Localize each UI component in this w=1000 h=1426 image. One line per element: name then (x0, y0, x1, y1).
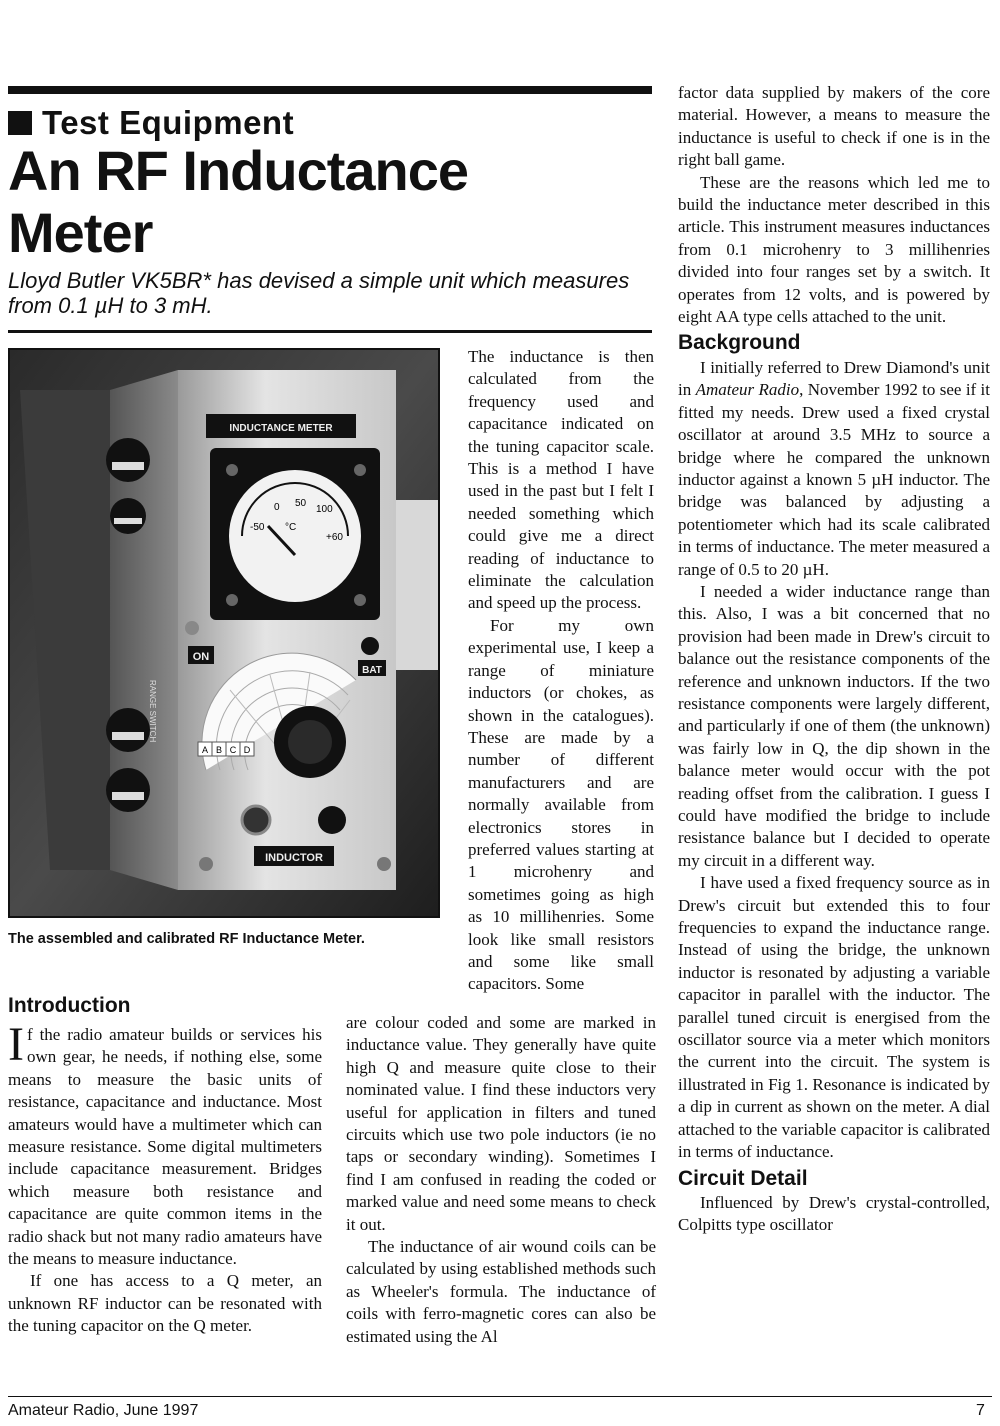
range-letter-c: C (229, 745, 237, 755)
meter (210, 448, 380, 620)
page-number: 7 (976, 1402, 985, 1419)
intro-paragraph-2: If one has access to a Q meter, an unknown RF inductor can be resonated with the tuning capacitor on the Q meter. (8, 1271, 322, 1336)
range-switch-label: RANGE SWITCH (148, 680, 157, 743)
range-letter-b: B (215, 745, 223, 755)
col3-paragraph-5: I have used a fixed frequency source as in Drew's circuit but extended this to four frequencies to expand the inductance range. Instead of using the bridge, the unknown inductor is resonated by adjusting a variable capacitor in parallel with the inductor. The parallel tuned circuit is energised from the oscillator source via a meter which monitors the current into the circuit. The system is illustrated in Fig 1. Resonance is indicated by a dip in current as shown on the meter. A dial attached to the variable capacitor is calibrated in terms of inductance. (678, 873, 990, 1162)
panel-label: INDUCTANCE METER (229, 423, 333, 434)
column-2-upper (468, 346, 654, 996)
col3-paragraph-1: factor data supplied by makers of the core material. However, a means to measure the inductance is useful to check if one is in the right ball game. (678, 83, 990, 170)
instrument-photo (8, 348, 440, 918)
col2-paragraph-2a: For my own experimental use, I keep a range of miniature inductors (or chokes, as shown in the catalogues). These are made by a number of different manufacturers and are normally available from electronics stores in preferred values starting at 1 microhenry and sometimes going as high as 10 millihenries. Some look like small resistors and some like small capacitors. Some (468, 615, 654, 994)
article-title (8, 140, 648, 264)
col3-paragraph-4: I needed a wider inductance range than this. Also, I was a bit concerned that no provision had been made in Drew's circuit to balance out the resistance components of the reference and unknown inductors. If the two resistance components were largely different, and particularly if one of them (the unknown) was fairly low in Q, the dip shown in the balance meter would occur with the pot reading offset from the calibration. I guess I could have modified the bridge to include resistance balance but I decided to operate my circuit in a different way. (678, 581, 990, 870)
section-text: Test Equipment (42, 104, 295, 141)
column-3 (678, 82, 990, 1237)
top-rule (8, 86, 652, 94)
range-letter-boxes (198, 742, 254, 756)
terminal-left (242, 806, 270, 834)
range-letter-a: A (201, 745, 209, 755)
title-line-2: Meter (8, 201, 153, 264)
dial-tick-50: 50 (295, 498, 307, 509)
publication-title: Amateur Radio (695, 380, 800, 400)
col2-paragraph-3: The inductance of air wound coils can be calculated by using established methods such as Wheeler's formula. The inductance of coils with ferro-magnetic cores can also be estimated using the Al (346, 1237, 656, 1346)
title-line-1: An RF Inductance (8, 139, 469, 202)
dial-tick-plus60: +60 (326, 532, 343, 543)
column-2-lower (346, 1012, 656, 1348)
dial-tick-0: 0 (274, 502, 280, 513)
introduction-text (8, 1018, 322, 1338)
circuit-detail-heading: Circuit Detail (678, 1166, 808, 1190)
on-label: ON (192, 651, 210, 663)
dial-unit: °C (285, 522, 297, 533)
section-label (8, 104, 294, 142)
title-rule (8, 330, 652, 333)
inductor-label: INDUCTOR (265, 852, 323, 864)
col3-paragraph-2: These are the reasons which led me to build the inductance meter described in this article. This instrument measures inductances from 0.1 microhenry to 3 millihenries divided into four ranges set by a switch. It operates from 12 volts, and is powered by eight AA type cells attached to the unit. (678, 172, 990, 327)
col2-paragraph-2b: are colour coded and some are marked in inductance value. They generally have quite high Q and measure quite close to their nominated value. I find these inductors very useful for application in filters and tuned circuits which use two pole inductors (ie no taps or secondary winding). Sometimes I find I am confused in reading the coded or marked value and need some means to check it out. (346, 1013, 656, 1234)
terminal-right (318, 806, 346, 834)
footer-publication: Amateur Radio, June 1997 (8, 1402, 199, 1419)
col2-paragraph-1: The inductance is then calculated from the frequency used and capacitance indicated on the tuning capacitor scale. This is a method I have used in the past but I felt I needed something which could give me a direct reading of inductance to eliminate the calculation and speed up the process. (468, 347, 654, 613)
col3-paragraph-3-post: , November 1992 to see if it fitted my needs. Drew used a fixed crystal oscillator at around 3.5 MHz to source a bridge where he compared the unknown inductor against a known 5 µH inductor. The bridge was balanced by adjusting a potentiometer which had its scale calibrated in terms of inductance. The meter measured a range of 0.5 to 20 µH. (678, 380, 991, 579)
col3-paragraph-6: Influenced by Drew's crystal-controlled, Colpitts type oscillator (678, 1192, 990, 1235)
drop-cap: I (8, 1018, 24, 1071)
range-letter-d: D (243, 745, 251, 755)
battery-lamp (361, 637, 379, 655)
intro-paragraph-1: f the radio amateur builds or services his own gear, he needs, if nothing else, some means to measure the basic units of resistance, capacitance and inductance. Most amateurs would have a multimeter which can measure resistance. Some digital multimeters include capacitance measurement. Bridges which measure both resistance and capacitance are quite common items in the radio shack but not many radio amateurs have the means to measure inductance. (8, 1025, 322, 1269)
bat-label: BAT (362, 665, 382, 676)
figure-caption: The assembled and calibrated RF Inductance Meter. (8, 931, 365, 947)
introduction-heading: Introduction (8, 994, 131, 1017)
square-bullet-icon (8, 111, 32, 135)
instrument-illustration (10, 350, 438, 916)
dial-tick-minus50: -50 (250, 522, 265, 533)
background-heading: Background (678, 331, 801, 355)
article-subtitle: Lloyd Butler VK5BR* has devised a simple unit which measures from 0.1 µH to 3 mH. (8, 268, 630, 318)
dial-tick-100: 100 (316, 504, 333, 515)
footer-rule (8, 1396, 992, 1397)
col3-paragraph-3-pre: I initially referred to Drew Diamond's unit in (678, 357, 990, 400)
